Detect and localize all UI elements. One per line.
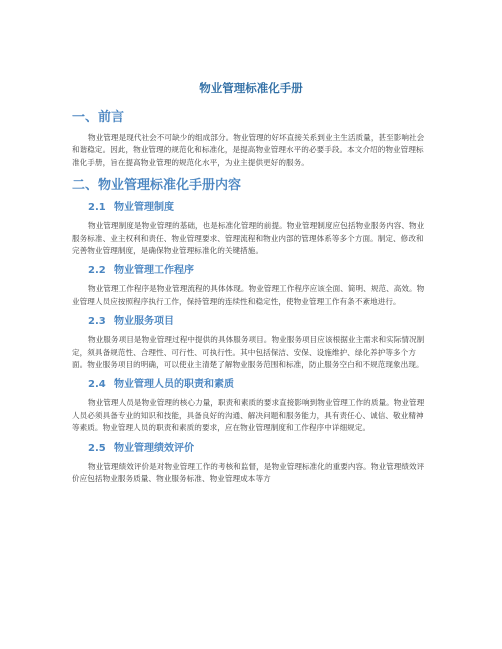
subsection-heading-2-3 [72,315,430,329]
subsection-number: 2.1 [88,202,106,214]
subsection-number: 2.3 [88,316,106,328]
subsection-title: 物业服务项目 [114,316,174,328]
section-heading-preface: 一、前言 [72,110,125,125]
subsection-heading-2-2 [72,264,430,278]
subsection-paragraph-2-5: 物业管理绩效评价是对物业管理工作的考核和监督，是物业管理标准化的重要内容。物业管理绩效评价应包括物业服务质量、物业服务标准、物业管理成本等方 [72,461,425,484]
subsection-heading-2-4 [72,378,430,392]
subsection-number: 2.4 [88,379,106,391]
subsection-number: 2.5 [88,442,106,454]
subsection-heading-2-1 [72,201,430,215]
subsection-paragraph-2-1: 物业管理制度是物业管理的基础，也是标准化管理的前提。物业管理制度应包括物业服务内容、物业服务标准、业主权利和责任、物业管理要求、管理流程和物业内部的管理体系等多个方面。制定、修改和完善物业管理制度，是确保物业管理标准化的关键措施。 [72,221,425,256]
subsection-paragraph-2-4: 物业管理人员是物业管理的核心力量，职责和素质的要求直接影响到物业管理工作的质量。物业管理人员必须具备专业的知识和技能，具备良好的沟通、解决问题和服务能力，具有责任心、诚信、敬业精神等素质。物业管理人员的职责和素质的要求，应在物业管理制度和工作程序中详细规定。 [72,398,425,433]
subsection-paragraph-2-2: 物业管理工作程序是物业管理流程的具体体现。物业管理工作程序应该全面、简明、规范、高效。物业管理人员应按照程序执行工作，保持管理的连续性和稳定性，使物业管理工作有条不紊地进行。 [72,284,425,306]
subsection-paragraph-2-3: 物业服务项目是物业管理过程中提供的具体服务项目。物业服务项目应该根据业主需求和实际情况制定，须具备规范性、合理性、可行性、可执行性。其中包括保洁、安保、设施维护、绿化养护等多个方面。物业服务项目的明确，可以使业主清楚了解物业服务范围和标准，防止服务空白和不规范现象出现。 [72,335,425,370]
document-title: 物业管理标准化手册 [199,81,303,95]
subsection-title: 物业管理制度 [114,202,174,214]
subsection-title: 物业管理工作程序 [114,265,194,277]
subsection-title: 物业管理人员的职责和素质 [114,379,234,391]
subsection-number: 2.2 [88,265,106,277]
preface-paragraph: 物业管理是现代社会不可缺少的组成部分。物业管理的好坏直接关系到业主生活质量，甚至影响社会和谐稳定。因此，物业管理的规范化和标准化，是提高物业管理水平的必要手段。本文介绍的物业管理标准化手册，旨在提高物业管理的规范化水平，为业主提供更好的服务。 [72,133,425,167]
subsection-title: 物业管理绩效评价 [114,442,194,454]
subsection-heading-2-5 [72,442,430,456]
section-heading-contents: 二、物业管理标准化手册内容 [72,178,242,194]
